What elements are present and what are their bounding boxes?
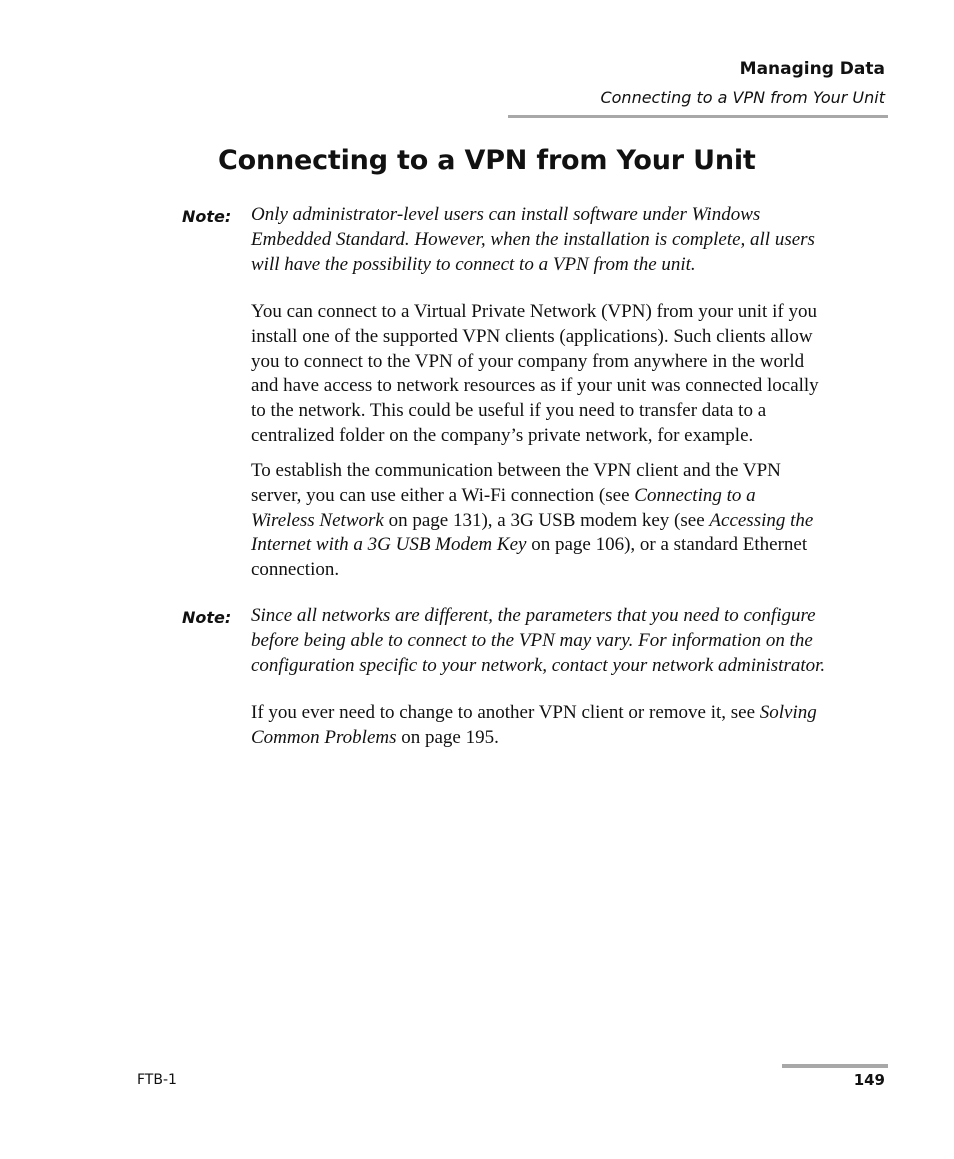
note-line: will have the possibility to connect to a VPN from the unit.	[251, 253, 696, 275]
paragraph-text: on page 106), or a standard Ethernet	[526, 534, 808, 556]
footer-rule	[782, 1064, 888, 1068]
running-header-section: Connecting to a VPN from Your Unit	[600, 88, 885, 107]
running-header-chapter: Managing Data	[739, 59, 885, 79]
cross-reference-link[interactable]: Solving	[759, 702, 817, 723]
troubleshooting-paragraph	[251, 701, 891, 751]
paragraph-line: install one of the supported VPN clients (applications). Such clients allow	[251, 325, 813, 347]
paragraph-text: If you ever need to change to another VPN client or remove it, see	[251, 702, 760, 723]
note-line: configuration specific to your network, contact your network administrator.	[251, 654, 826, 676]
page-number: 149	[853, 1071, 885, 1089]
note-line: Since all networks are different, the parameters that you need to configure	[251, 605, 816, 626]
connection-paragraph	[251, 459, 891, 583]
paragraph-line: connection.	[251, 559, 340, 581]
footer-product: FTB-1	[137, 1072, 177, 1088]
cross-reference-link[interactable]: Internet with a 3G USB Modem Key	[251, 534, 527, 556]
paragraph-line: centralized folder on the company’s private network, for example.	[251, 424, 754, 446]
cross-reference-link[interactable]: Connecting to a	[634, 484, 756, 506]
page-title: Connecting to a VPN from Your Unit	[218, 145, 756, 176]
note-line: before being able to connect to the VPN may vary. For information on the	[251, 629, 813, 651]
paragraph-line: You can connect to a Virtual Private Network (VPN) from your unit if you	[251, 301, 817, 322]
paragraph-line: you to connect to the VPN of your company from anywhere in the world	[251, 350, 805, 372]
note-label: Note:	[182, 207, 232, 226]
cross-reference-link[interactable]: Wireless Network	[251, 509, 384, 531]
paragraph-text: on page 131), a 3G USB modem key (see	[383, 509, 710, 531]
note-line: Only administrator-level users can install software under Windows	[251, 204, 761, 225]
note-text	[251, 604, 891, 678]
note-line: Embedded Standard. However, when the installation is complete, all users	[251, 228, 815, 250]
note-text	[251, 203, 891, 277]
paragraph-text: on page 195.	[396, 726, 499, 748]
paragraph-text: server, you can use either a Wi-Fi connection (see	[251, 484, 635, 506]
paragraph-line: and have access to network resources as if your unit was connected locally	[251, 375, 819, 397]
note-label: Note:	[182, 608, 232, 627]
header-rule	[508, 115, 888, 118]
intro-paragraph	[251, 300, 891, 449]
cross-reference-link[interactable]: Accessing the	[709, 509, 814, 531]
cross-reference-link[interactable]: Common Problems	[251, 726, 397, 748]
paragraph-line: To establish the communication between the VPN client and the VPN	[251, 460, 781, 481]
paragraph-line: to the network. This could be useful if you need to transfer data to a	[251, 400, 767, 422]
